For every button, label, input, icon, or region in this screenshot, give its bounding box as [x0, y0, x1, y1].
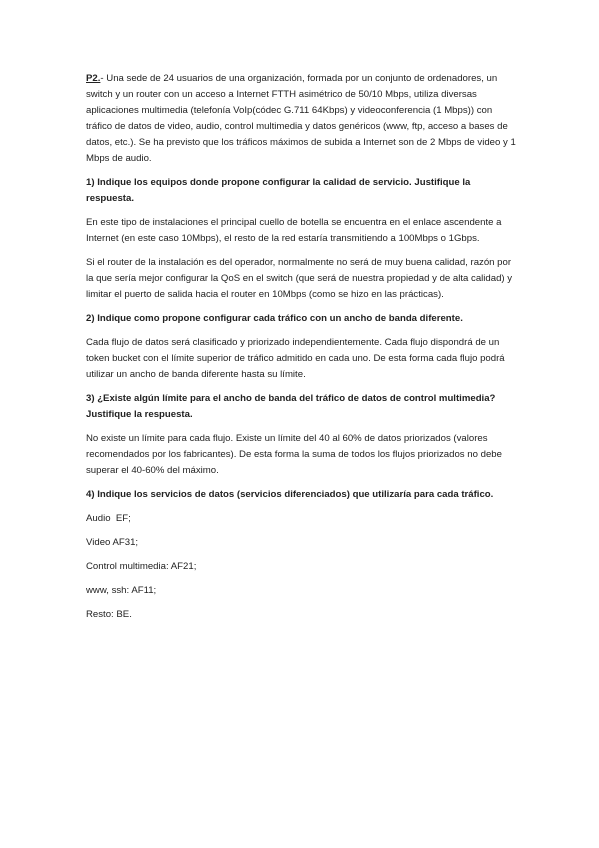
answer-1-paragraph-2: Si el router de la instalación es del operador, normalmente no será de muy buena calidad, razón por la que sería mejor configurar la QoS en el switch (que será de nuestra propiedad y de alta calidad) y limitar el puerto de salida hacia el router en 10Mbps (como se hizo en las prácticas).	[86, 257, 513, 300]
answer-1-paragraph-1: En este tipo de instalaciones el principal cuello de botella se encuentra en el enlace ascendente a Internet (en este caso 10Mbps), el resto de la red estaría transmitiendo a 100Mbps o 1Gbps.	[86, 217, 502, 244]
answer-2: Cada flujo de datos será clasificado y priorizado independientemente. Cada flujo dispondrá de un token bucket con el límite superior de tráfico admitido en cada uno. De esta forma cada flujo podrá utilizar un ancho de banda diferente hasta su límite.	[86, 337, 505, 380]
question-4: 4) Indique los servicios de datos (servicios diferenciados) que utilizaría para cada tráfico.	[86, 489, 494, 500]
question-2: 2) Indique como propone configurar cada tráfico con un ancho de banda diferente.	[86, 313, 463, 324]
problem-intro: Una sede de 24 usuarios de una organización, formada por un conjunto de ordenadores, un switch y un router con un acceso a Internet FTTH asimétrico de 50/10 Mbps, utiliza diversas aplicaciones multimedia (telefonía VoIp(códec G.711 64Kbps) y videoconferencia (1 Mbps)) con tráfico de datos de video, audio, control multimedia y datos genéricos (www, ftp, acceso a bases de datos, etc.). Se ha previsto que los tráficos máximos de subida a Internet son de 2 Mbps de video y 1 Mbps de audio.	[86, 73, 516, 164]
document-body	[86, 71, 518, 631]
answer-3: No existe un límite para cada flujo. Existe un límite del 40 al 60% de datos priorizados (valores recomendados por los fabricantes). De esta forma la suma de todos los flujos priorizados no debe superar el 40-60% del máximo.	[86, 433, 502, 476]
question-3: 3) ¿Existe algún límite para el ancho de banda del tráfico de datos de control multimedia? Justifique la respuesta.	[86, 393, 496, 420]
question-1: 1) Indique los equipos donde propone configurar la calidad de servicio. Justifique la respuesta.	[86, 177, 471, 204]
answer-4-resto: Resto: BE.	[86, 609, 132, 620]
answer-4-www-ssh: www, ssh: AF11;	[86, 585, 157, 596]
answer-4-audio: Audio EF;	[86, 513, 131, 524]
problem-label-separator: -	[100, 73, 104, 84]
problem-statement	[86, 71, 518, 167]
answer-4-control-multimedia: Control multimedia: AF21;	[86, 561, 197, 572]
answer-4-video: Video AF31;	[86, 537, 139, 548]
problem-label: P2.	[86, 73, 101, 84]
